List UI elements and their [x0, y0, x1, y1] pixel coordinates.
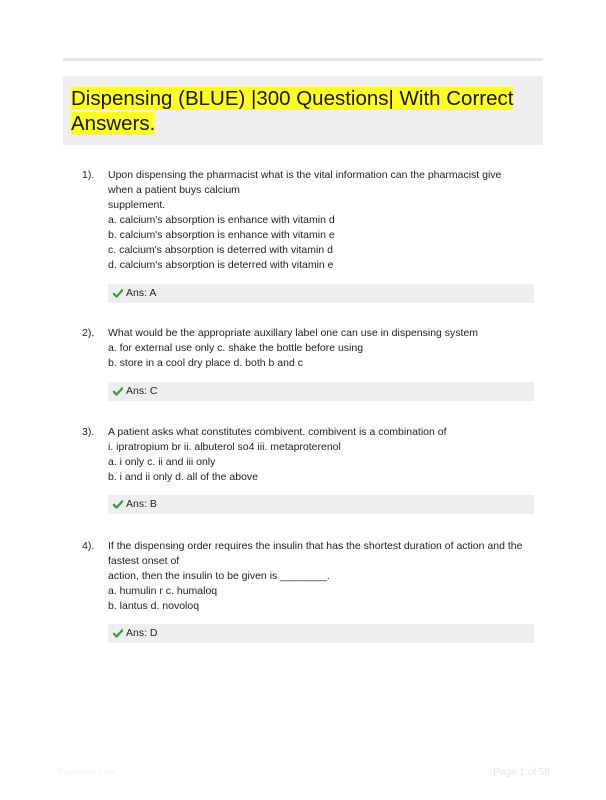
- option-c: c. calcium's absorption is deterred with vitamin d: [108, 244, 333, 256]
- question-number: 2).: [82, 327, 95, 339]
- question-line: when a patient buys calcium: [108, 184, 240, 196]
- option-line: b. i and ii only d. all of the above: [108, 471, 259, 483]
- question-line: action, then the insulin to be given is ________.: [108, 570, 330, 582]
- check-icon: [113, 500, 123, 509]
- check-icon: [113, 289, 123, 298]
- question-number: 1).: [82, 169, 95, 181]
- option-a: a. calcium's absorption is enhance with vitamin d: [108, 214, 335, 226]
- question-line: A patient asks what constitutes combivent. combivent is a combination of: [108, 426, 447, 438]
- question-line: If the dispensing order requires the insulin that has the shortest duration of action and the: [108, 540, 523, 552]
- option-line: b. lantus d. novoloq: [108, 600, 200, 612]
- top-divider: [63, 58, 543, 61]
- question-number: 3).: [82, 426, 95, 438]
- option-line: a. for external use only c. shake the bottle before using: [108, 342, 364, 354]
- question-line: Upon dispensing the pharmacist what is the vital information can the pharmacist give: [108, 169, 502, 181]
- question-text: [108, 425, 538, 485]
- question-line: fastest onset of: [108, 555, 180, 567]
- question-text: [108, 168, 538, 273]
- option-b: b. calcium's absorption is enhance with vitamin e: [108, 229, 335, 241]
- option-d: d. calcium's absorption is deterred with vitamin e: [108, 259, 334, 271]
- question-line: supplement.: [108, 199, 166, 211]
- answer-label: Ans: C: [126, 385, 158, 397]
- check-icon: [113, 387, 123, 396]
- answer-label: Ans: B: [126, 498, 157, 510]
- option-line: b. store in a cool dry place d. both b and c: [108, 357, 303, 369]
- answer-label: Ans: A: [126, 287, 157, 299]
- question-line: What would be the appropriate auxillary label one can use in dispensing system: [108, 327, 479, 339]
- answer-label: Ans: D: [126, 627, 158, 639]
- page-number: Page 1 of 58: [493, 767, 550, 778]
- question-line: i. ipratropium br ii. albuterol so4 iii. metaproterenol: [108, 441, 341, 453]
- document-title: Dispensing (BLUE) |300 Questions| With Correct Answers.: [71, 87, 514, 135]
- answer-box-3: [108, 495, 534, 514]
- check-icon: [113, 629, 123, 638]
- answer-box-1: [108, 284, 534, 303]
- footer-watermark: Paperdoc.com: [58, 767, 117, 777]
- question-text: [108, 539, 538, 614]
- answer-box-2: [108, 382, 534, 401]
- answer-box-4: [108, 624, 534, 643]
- title-panel: [63, 76, 543, 145]
- question-number: 4).: [82, 540, 95, 552]
- option-line: a. humulin r c. humaloq: [108, 585, 218, 597]
- option-line: a. i only c. ii and iii only: [108, 456, 216, 468]
- question-text: [108, 326, 538, 371]
